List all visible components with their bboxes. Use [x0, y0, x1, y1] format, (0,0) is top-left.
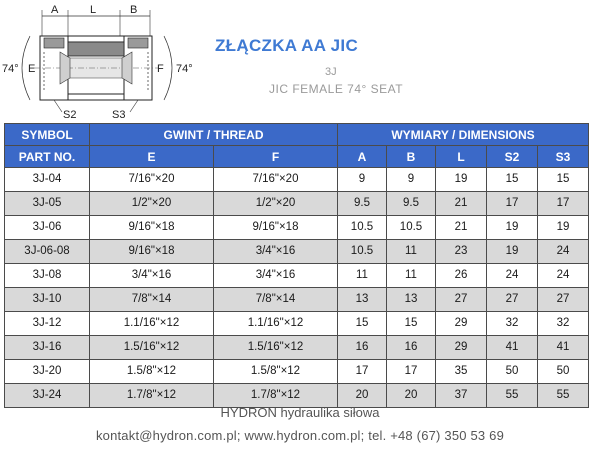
- header-s3: S3: [538, 146, 589, 168]
- cell-symbol: 3J-10: [5, 288, 90, 312]
- cell-b: 20: [387, 384, 436, 408]
- cell-f: 7/8"×14: [214, 288, 338, 312]
- cell-f: 1.7/8"×12: [214, 384, 338, 408]
- cell-e: 1.5/16"×12: [90, 336, 214, 360]
- cell-b: 17: [387, 360, 436, 384]
- s2-label: S2: [63, 109, 77, 121]
- cell-l: 21: [436, 192, 487, 216]
- table-row: [5, 216, 589, 240]
- cell-s2: 41: [487, 336, 538, 360]
- table-row: [5, 312, 589, 336]
- cell-b: 9: [387, 168, 436, 192]
- spec-table: [4, 123, 589, 408]
- cell-s3: 32: [538, 312, 589, 336]
- cell-e: 9/16"×18: [90, 240, 214, 264]
- cell-l: 19: [436, 168, 487, 192]
- header-symbol: SYMBOL: [5, 124, 90, 146]
- cell-s2: 24: [487, 264, 538, 288]
- footer-company: HYDRON hydraulika siłowa: [220, 405, 380, 420]
- cell-b: 10.5: [387, 216, 436, 240]
- table-row: [5, 360, 589, 384]
- table-row: [5, 192, 589, 216]
- table-header-row-1: [5, 124, 589, 146]
- cell-s3: 19: [538, 216, 589, 240]
- dim-l-label: L: [90, 4, 97, 16]
- cell-f: 1.1/16"×12: [214, 312, 338, 336]
- cell-l: 26: [436, 264, 487, 288]
- cell-s2: 17: [487, 192, 538, 216]
- cell-s3: 17: [538, 192, 589, 216]
- cell-l: 21: [436, 216, 487, 240]
- cell-symbol: 3J-16: [5, 336, 90, 360]
- header-b: B: [387, 146, 436, 168]
- dim-a-label: A: [51, 4, 59, 16]
- title-block: [215, 36, 475, 96]
- cell-a: 16: [338, 336, 387, 360]
- cell-s3: 24: [538, 264, 589, 288]
- table-row: [5, 168, 589, 192]
- cell-l: 23: [436, 240, 487, 264]
- table-row: [5, 384, 589, 408]
- cell-s3: 55: [538, 384, 589, 408]
- cell-l: 35: [436, 360, 487, 384]
- cell-f: 3/4"×16: [214, 264, 338, 288]
- cell-symbol: 3J-05: [5, 192, 90, 216]
- cell-symbol: 3J-06-08: [5, 240, 90, 264]
- table-row: [5, 336, 589, 360]
- cell-a: 9.5: [338, 192, 387, 216]
- cell-symbol: 3J-06: [5, 216, 90, 240]
- cell-s2: 32: [487, 312, 538, 336]
- cell-s2: 19: [487, 216, 538, 240]
- cell-symbol: 3J-24: [5, 384, 90, 408]
- table-body: [5, 168, 589, 408]
- cell-s2: 55: [487, 384, 538, 408]
- s3-label: S3: [112, 109, 126, 121]
- header-dimensions-group: WYMIARY / DIMENSIONS: [338, 124, 589, 146]
- cell-e: 3/4"×16: [90, 264, 214, 288]
- header-a: A: [338, 146, 387, 168]
- angle-right-label: 74°: [176, 63, 193, 75]
- cell-a: 9: [338, 168, 387, 192]
- cell-f: 3/4"×16: [214, 240, 338, 264]
- cell-b: 11: [387, 264, 436, 288]
- cell-a: 13: [338, 288, 387, 312]
- cell-l: 29: [436, 312, 487, 336]
- cell-symbol: 3J-04: [5, 168, 90, 192]
- cell-e: 1.7/8"×12: [90, 384, 214, 408]
- table-header-row-2: [5, 146, 589, 168]
- cell-f: 1.5/16"×12: [214, 336, 338, 360]
- cell-s2: 19: [487, 240, 538, 264]
- header-e: E: [90, 146, 214, 168]
- cell-e: 1/2"×20: [90, 192, 214, 216]
- cell-f: 1.5/8"×12: [214, 360, 338, 384]
- header-s2: S2: [487, 146, 538, 168]
- cell-f: 7/16"×20: [214, 168, 338, 192]
- cell-a: 10.5: [338, 216, 387, 240]
- cell-s3: 41: [538, 336, 589, 360]
- cell-a: 11: [338, 264, 387, 288]
- cell-e: 7/8"×14: [90, 288, 214, 312]
- cell-e: 9/16"×18: [90, 216, 214, 240]
- dim-b-label: B: [130, 4, 138, 16]
- cell-s3: 50: [538, 360, 589, 384]
- product-code: 3J: [325, 66, 337, 78]
- cell-b: 13: [387, 288, 436, 312]
- angle-left-label: 74°: [2, 63, 19, 75]
- header-l: L: [436, 146, 487, 168]
- cell-e: 1.5/8"×12: [90, 360, 214, 384]
- cell-s3: 15: [538, 168, 589, 192]
- cell-s3: 24: [538, 240, 589, 264]
- cell-f: 1/2"×20: [214, 192, 338, 216]
- cell-a: 20: [338, 384, 387, 408]
- cell-symbol: 3J-12: [5, 312, 90, 336]
- cell-a: 10.5: [338, 240, 387, 264]
- cell-s2: 50: [487, 360, 538, 384]
- cell-b: 16: [387, 336, 436, 360]
- thread-e-label: E: [28, 63, 36, 75]
- product-title: ZŁĄCZKA AA JIC: [215, 36, 359, 55]
- table-row: [5, 264, 589, 288]
- product-subtitle: JIC FEMALE 74° SEAT: [269, 82, 404, 96]
- cell-l: 37: [436, 384, 487, 408]
- cell-b: 11: [387, 240, 436, 264]
- thread-f-label: F: [157, 63, 164, 75]
- cell-s3: 27: [538, 288, 589, 312]
- fitting-drawing: [0, 0, 200, 122]
- header-part-no: PART NO.: [5, 146, 90, 168]
- cell-symbol: 3J-08: [5, 264, 90, 288]
- cell-e: 1.1/16"×12: [90, 312, 214, 336]
- header-thread-group: GWINT / THREAD: [90, 124, 338, 146]
- cell-s2: 15: [487, 168, 538, 192]
- cell-l: 29: [436, 336, 487, 360]
- cell-b: 9.5: [387, 192, 436, 216]
- header-f: F: [214, 146, 338, 168]
- cell-a: 15: [338, 312, 387, 336]
- footer-contact: kontakt@hydron.com.pl; www.hydron.com.pl; tel. +48 (67) 350 53 69: [95, 428, 505, 443]
- table-row: [5, 288, 589, 312]
- cell-s2: 27: [487, 288, 538, 312]
- table-row: [5, 240, 589, 264]
- cell-f: 9/16"×18: [214, 216, 338, 240]
- cell-e: 7/16"×20: [90, 168, 214, 192]
- cell-a: 17: [338, 360, 387, 384]
- cell-b: 15: [387, 312, 436, 336]
- cell-symbol: 3J-20: [5, 360, 90, 384]
- cell-l: 27: [436, 288, 487, 312]
